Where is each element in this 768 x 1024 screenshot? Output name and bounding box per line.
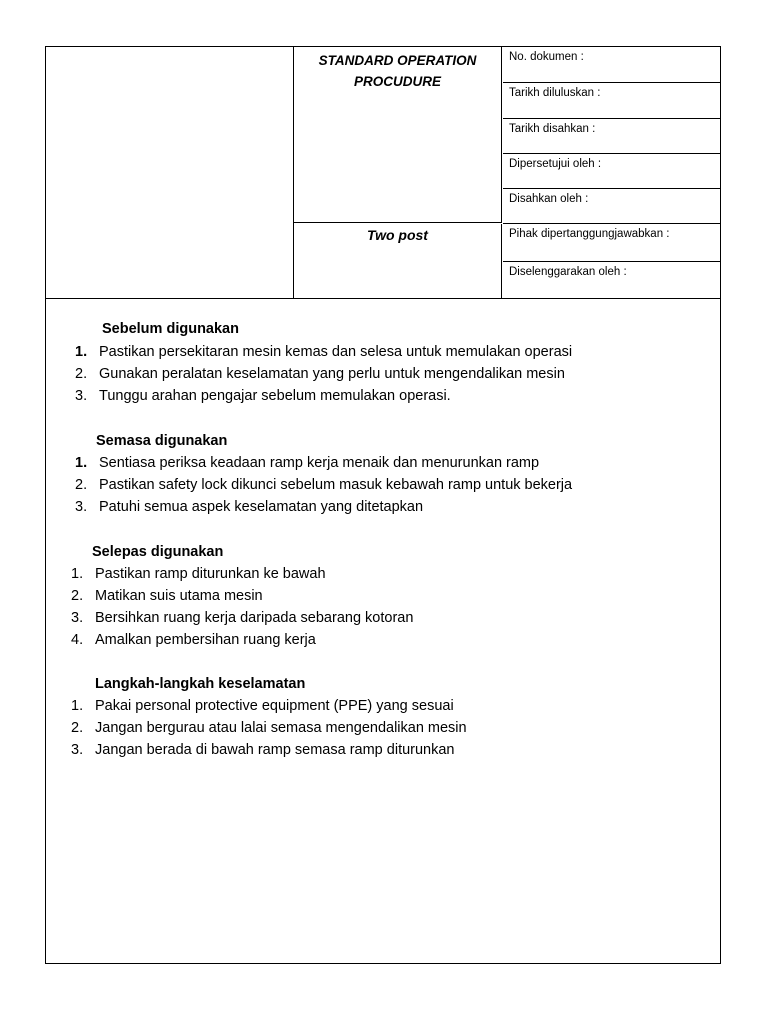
list-item-text: Pastikan ramp diturunkan ke bawah bbox=[95, 566, 326, 582]
field-responsible-party: Pihak dipertanggungjawabkan : bbox=[503, 224, 720, 262]
list-item bbox=[75, 344, 572, 360]
list-item-text: Bersihkan ruang kerja daripada sebarang kotoran bbox=[95, 610, 414, 626]
list-item-number: 3. bbox=[75, 388, 88, 404]
list-item bbox=[71, 632, 316, 648]
list-item-text: Pastikan persekitaran mesin kemas dan selesa untuk memulakan operasi bbox=[99, 344, 573, 360]
list-item-number: 2. bbox=[71, 720, 84, 736]
list-item-text: Gunakan peralatan keselamatan yang perlu untuk mengendalikan mesin bbox=[99, 366, 565, 382]
list-item bbox=[75, 366, 565, 382]
list-item-text: Amalkan pembersihan ruang kerja bbox=[95, 632, 316, 648]
title-line-2: PROCUDURE bbox=[353, 74, 441, 89]
logo-cell bbox=[46, 47, 294, 298]
document-metadata bbox=[503, 47, 720, 298]
list-item-text: Tunggu arahan pengajar sebelum memulakan operasi. bbox=[99, 388, 451, 404]
list-item bbox=[75, 455, 539, 471]
list-item bbox=[71, 610, 413, 626]
list-item-number: 2. bbox=[75, 477, 88, 493]
list-item-text: Patuhi semua aspek keselamatan yang ditetapkan bbox=[99, 499, 424, 515]
field-verified-by: Disahkan oleh : bbox=[503, 189, 720, 224]
list-item bbox=[71, 698, 454, 714]
list-item-number: 2. bbox=[71, 588, 84, 604]
field-maintained-by: Diselenggarakan oleh : bbox=[509, 266, 627, 278]
field-agreed-by: Dipersetujui oleh : bbox=[503, 154, 720, 189]
list-item bbox=[71, 742, 455, 758]
field-document-number: No. dokumen : bbox=[503, 47, 720, 83]
list-item-text: Matikan suis utama mesin bbox=[95, 588, 263, 604]
sop-document bbox=[45, 46, 721, 964]
section-title: Sebelum digunakan bbox=[102, 321, 239, 337]
list-item-text: Pakai personal protective equipment (PPE) yang sesuai bbox=[95, 698, 454, 714]
list-item-number: 1. bbox=[75, 455, 88, 471]
machine-name: Two post bbox=[294, 224, 502, 298]
list-item-number: 1. bbox=[71, 698, 84, 714]
list-item-text: Pastikan safety lock dikunci sebelum masuk kebawah ramp untuk bekerja bbox=[99, 477, 573, 493]
list-item bbox=[71, 720, 467, 736]
list-item-number: 1. bbox=[71, 566, 84, 582]
list-item-number: 2. bbox=[75, 366, 88, 382]
list-item bbox=[71, 566, 326, 582]
list-item-number: 3. bbox=[71, 742, 84, 758]
list-item-text: Sentiasa periksa keadaan ramp kerja menaik dan menurunkan ramp bbox=[99, 455, 540, 471]
title-line-1: STANDARD OPERATION bbox=[318, 53, 477, 68]
list-item bbox=[71, 588, 263, 604]
sop-header-table bbox=[46, 47, 720, 299]
list-item bbox=[75, 477, 572, 493]
field-approval-date: Tarikh diluluskan : bbox=[503, 83, 720, 119]
list-item-number: 3. bbox=[71, 610, 84, 626]
list-item-number: 3. bbox=[75, 499, 88, 515]
list-item bbox=[75, 388, 451, 404]
list-item-number: 4. bbox=[71, 632, 84, 648]
field-verification-date: Tarikh disahkan : bbox=[503, 119, 720, 154]
list-item-text: Jangan bergurau atau lalai semasa mengendalikan mesin bbox=[95, 720, 467, 736]
section-title: Selepas digunakan bbox=[92, 544, 224, 560]
document-title bbox=[294, 47, 502, 223]
section-title: Langkah-langkah keselamatan bbox=[95, 676, 306, 692]
list-item-text: Jangan berada di bawah ramp semasa ramp diturunkan bbox=[95, 742, 455, 758]
list-item-number: 1. bbox=[75, 344, 88, 360]
section-title: Semasa digunakan bbox=[96, 433, 228, 449]
list-item bbox=[75, 499, 423, 515]
